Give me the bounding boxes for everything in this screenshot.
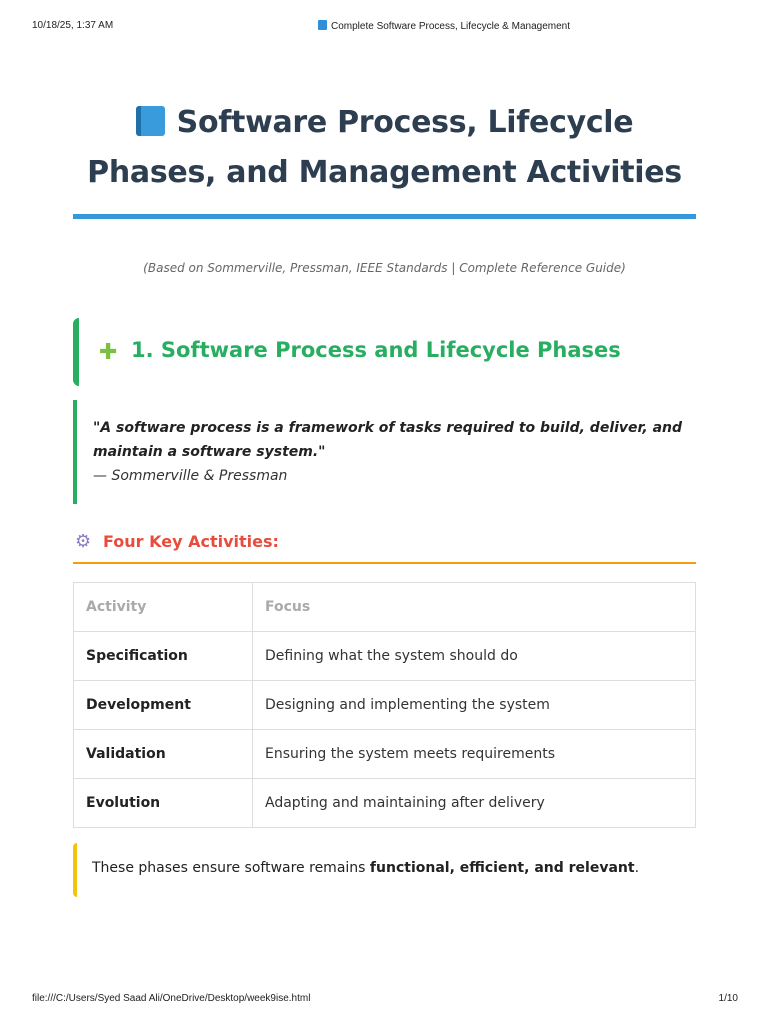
quote-attribution: — Sommerville & Pressman xyxy=(93,468,288,484)
focus-cell: Adapting and maintaining after delivery xyxy=(253,779,696,828)
table-header-row xyxy=(74,583,696,632)
focus-cell: Designing and implementing the system xyxy=(253,681,696,730)
focus-cell: Ensuring the system meets requirements xyxy=(253,730,696,779)
table-row xyxy=(74,681,696,730)
book-icon xyxy=(318,20,327,30)
title-divider xyxy=(73,214,696,219)
print-doc-title xyxy=(318,20,570,32)
quote-text: "A software process is a framework of tasks required to build, deliver, and maintain a software system." xyxy=(93,420,683,460)
table-row xyxy=(74,730,696,779)
activity-cell: Validation xyxy=(74,730,253,779)
table-row xyxy=(74,632,696,681)
print-doc-title-text: Complete Software Process, Lifecycle & Management xyxy=(331,21,570,32)
page-title xyxy=(73,98,696,198)
page-number: 1/10 xyxy=(718,993,738,1004)
column-header-focus: Focus xyxy=(253,583,696,632)
activity-cell: Development xyxy=(74,681,253,730)
section-heading-card xyxy=(73,318,696,386)
section-heading: 1. Software Process and Lifecycle Phases xyxy=(131,338,621,362)
file-path: file:///C:/Users/Syed Saad Ali/OneDrive/Desktop/week9ise.html xyxy=(32,993,311,1004)
page-title-text: Software Process, Lifecycle Phases, and Management Activities xyxy=(87,105,682,190)
activity-cell: Evolution xyxy=(74,779,253,828)
book-icon xyxy=(136,106,165,136)
note-emphasis: functional, efficient, and relevant xyxy=(369,860,635,876)
column-header-activity: Activity xyxy=(74,583,253,632)
subtitle: (Based on Sommerville, Pressman, IEEE Standards | Complete Reference Guide) xyxy=(143,261,626,275)
definition-quote xyxy=(73,400,696,504)
note-prefix: These phases ensure software remains xyxy=(92,860,370,876)
focus-cell: Defining what the system should do xyxy=(253,632,696,681)
activities-table xyxy=(73,582,696,828)
puzzle-icon: ✚ xyxy=(99,340,118,365)
activities-heading-block xyxy=(73,530,696,564)
table-row xyxy=(74,779,696,828)
print-datetime: 10/18/25, 1:37 AM xyxy=(32,20,114,31)
activities-heading: Four Key Activities: xyxy=(103,532,279,551)
activity-cell: Specification xyxy=(74,632,253,681)
gear-icon: ⚙ xyxy=(75,531,92,552)
summary-note xyxy=(73,843,696,897)
note-suffix: . xyxy=(634,860,640,876)
